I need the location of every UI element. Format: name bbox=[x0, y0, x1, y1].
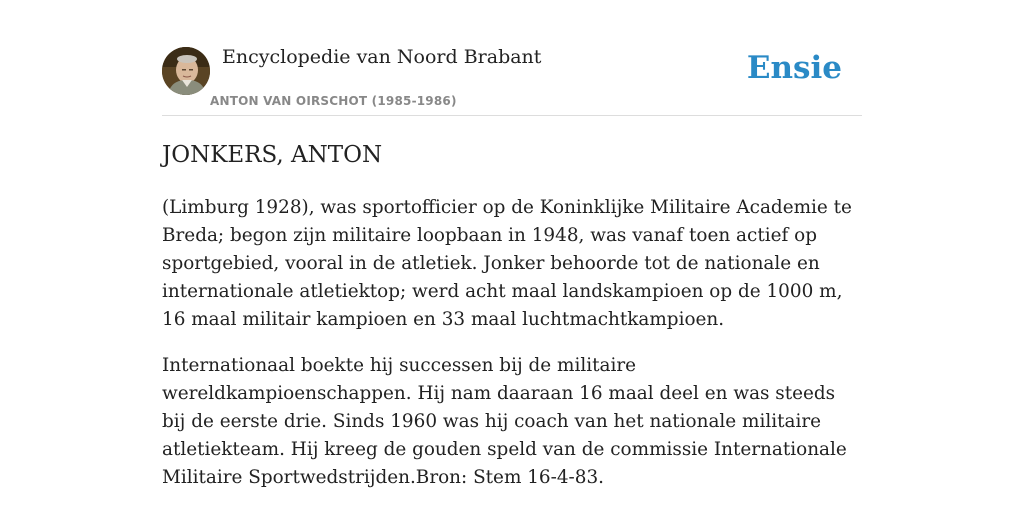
article-page bbox=[162, 0, 862, 512]
author-portrait-icon bbox=[162, 47, 210, 95]
encyclopedia-title[interactable]: Encyclopedie van Noord Brabant bbox=[222, 46, 542, 68]
author-credit[interactable]: ANTON VAN OIRSCHOT (1985-1986) bbox=[210, 94, 457, 108]
article-paragraph-2: Internationaal boekte hij successen bij de militaire wereldkampioenschappen. Hij nam daaraan 16 maal deel en was steeds bij de eerste drie. Sinds 1960 was hij coach van het nationale militaire atletiekteam. Hij kreeg de gouden speld van de commissie Internationale Militaire Sportwedstrijden.Bron: Stem 16-4-83. bbox=[162, 355, 847, 488]
article-header bbox=[162, 0, 862, 116]
article-title: JONKERS, ANTON bbox=[162, 142, 383, 168]
author-avatar[interactable] bbox=[162, 47, 210, 95]
ensie-logo[interactable]: Ensie bbox=[746, 50, 842, 86]
article-paragraph-1: (Limburg 1928), was sportofficier op de Koninklijke Militaire Academie te Breda; begon zijn militaire loopbaan in 1948, was vanaf toen actief op sportgebied, vooral in de atletiek. Jonker behoorde tot de nationale en internationale atletiektop; werd acht maal landskampioen op de 1000 m, 16 maal militair kampioen en 33 maal luchtmachtkampioen. bbox=[162, 197, 852, 330]
